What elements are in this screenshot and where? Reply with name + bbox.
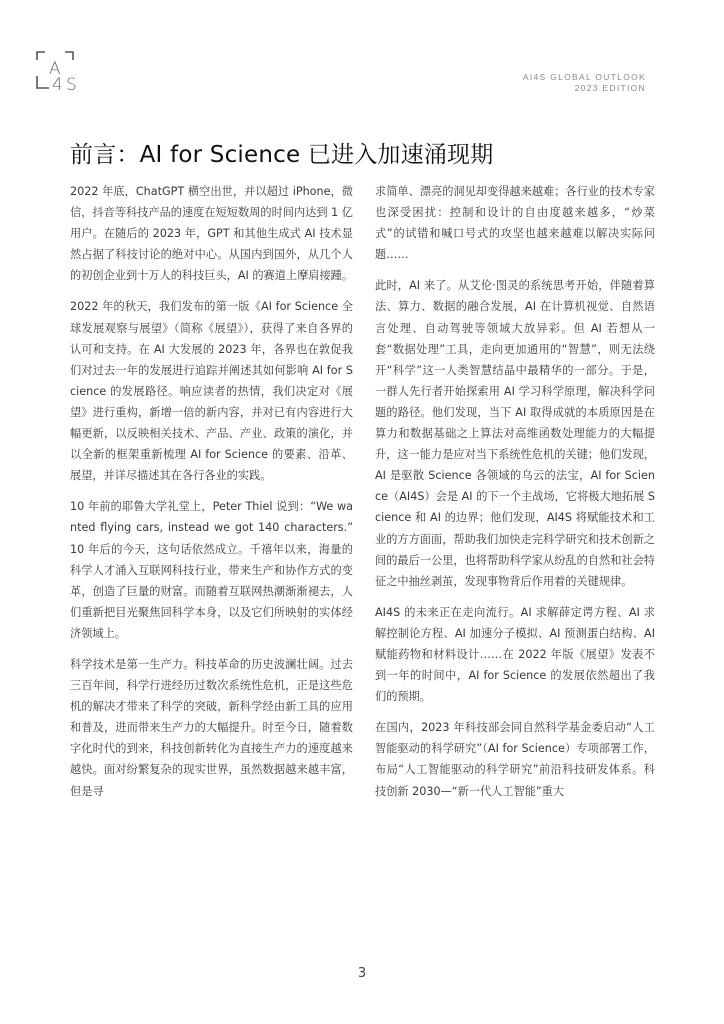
- paragraph: AI4S 的未来正在走向流行。AI 求解薛定谔方程、AI 求解控制论方程、AI 加速分子模拟、AI 预测蛋白结构、AI 赋能药物和材料设计……在 2022 年版《展望》发表不到一年的时间中，AI for Science 的发展依然超出了我们的预期。: [375, 605, 655, 704]
- report-series-name: AI4S GLOBAL OUTLOOK: [522, 72, 646, 82]
- right-column: [375, 181, 655, 812]
- paragraph: 2022 年的秋天，我们发布的第一版《AI for Science 全球发展观察与展望》（简称《展望》），获得了来自各界的认可和支持。在 AI 大发展的 2023 年，各界也在敦促我们对过去一年的发展进行追踪并阐述其如何影响 AI for Science 的发展路径。响应读者的热情，我们决定对《展望》进行重构，新增一倍的新内容，并对已有内容进行大幅更新，以反映相关技术、产品、产业、政策的演化，并以全新的框架重新梳理 AI for Science 的要素、沿革、展望，并详尽描述其在各行各业的实践。: [70, 300, 353, 483]
- ai4s-logo: [35, 50, 87, 96]
- paragraph: 此时，AI 来了。从艾伦·图灵的系统思考开始，伴随着算法、算力、数据的融合发展，AI 在计算机视觉、自然语言处理、自动驾驶等领域大放异彩。但 AI 若想从一套“数据处理”工具，走向更加通用的“智慧”，则无法绕开“科学”这一人类智慧结晶中最精华的一部分。于是，一群人先行者开始探索用 AI 学习科学原理，解决科学问题的路径。他们发现，当下 AI 取得成就的本质原因是在算力和数据基础之上算法对高维函数处理能力的大幅提升，这一能力是应对当下系统性危机的关键；他们发现，AI 是驱散 Science 各领域的乌云的法宝，AI for Science（AI4S）会是 AI 的下一个主战场，它将极大地拓展 Science 和 AI 的边界；他们发现，AI4S 将赋能技术和工业的方方面面，帮助我们加快走完科学研究和技术创新之间的最后一公里，也将帮助科学家从纷乱的自然和社会特征之中抽丝剥茧，发现事物背后作用着的关键规律。: [375, 279, 655, 588]
- page-number: 3: [357, 966, 367, 981]
- paragraph: 10 年前的耶鲁大学礼堂上，Peter Thiel 说到：“We wanted flying cars, instead we got 140 characters.” 10 年后的今天，这句话依然成立。千禧年以来，海量的科学人才涌入互联网科技行业，带来生产和协作方式的变革，创造了巨量的财富。而随着互联网热潮渐渐褪去，人们重新把目光聚焦回科学本身，以及它们所映射的实体经济领域上。: [70, 500, 353, 640]
- report-header: [523, 72, 646, 94]
- report-edition: 2023 EDITION: [574, 83, 646, 93]
- logo-digit-4: 4: [52, 75, 63, 95]
- logo-letter-s: S: [66, 75, 77, 95]
- paragraph: 求简单、漂亮的洞见却变得越来越难；各行业的技术专家也深受困扰：控制和设计的自由度越来越多，“炒菜式”的试错和喊口号式的攻坚也越来越难以解决实际问题……: [375, 185, 655, 262]
- paragraph: 科学技术是第一生产力。科技革命的历史波澜壮阔。过去三百年间，科学行进经历过数次系统性危机，正是这些危机的解决才带来了科学的突破，新科学经由新工具的应用和普及，进而带来生产力的大幅提升。时至今日，随着数字化时代的到来，科技创新转化为直接生产力的速度越来越快。面对纷繁复杂的现实世界，虽然数据越来越丰富，但是寻: [70, 657, 353, 798]
- logo-letter-a: A: [49, 59, 61, 79]
- left-column: [70, 181, 353, 812]
- page-title: 前言：AI for Science 已进入加速涌现期: [70, 142, 494, 168]
- paragraph: 在国内，2023 年科技部会同自然科学基金委启动“人工智能驱动的科学研究”（AI for Science）专项部署工作，布局“人工智能驱动的科学研究”前沿科技研发体系。科技创新 2030—“新一代人工智能”重大: [375, 721, 655, 798]
- paragraph: 2022 年底，ChatGPT 横空出世，并以超过 iPhone，微信，抖音等科技产品的速度在短短数周的时间内达到 1 亿用户。在随后的 2023 年，GPT 和其他生成式 AI 技术显然占据了科技讨论的绝对中心。从国内到国外，从几个人的初创企业到十万人的科技巨头，AI 的赛道上摩肩接踵。: [70, 185, 354, 283]
